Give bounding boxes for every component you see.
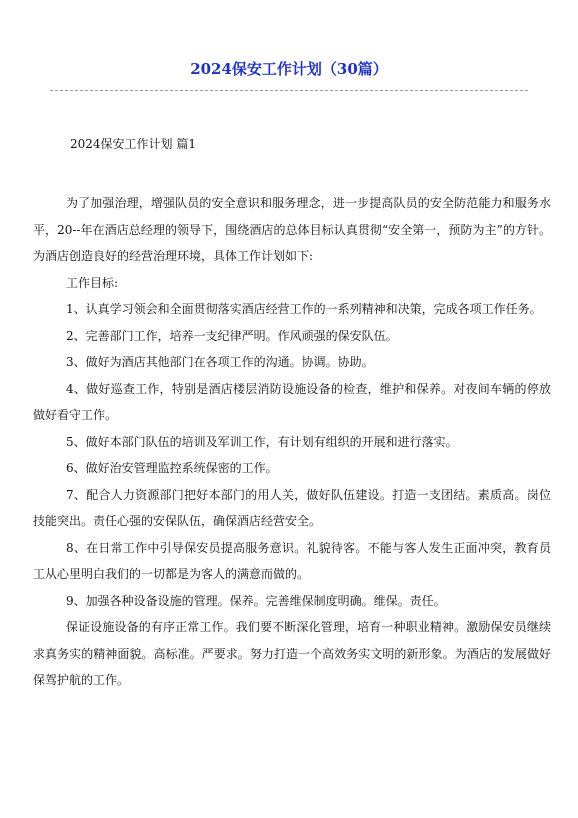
paragraph-item-7: 7、配合人力资源部门把好本部门的用人关，做好队伍建设。打造一支团结。素质高。岗位技能突出。责任心强的安保队伍，确保酒店经营安全。 (33, 487, 551, 528)
paragraph-item-1: 1、认真学习领会和全面贯彻落实酒店经营工作的一系列精神和决策，完成各项工作任务。 (66, 302, 542, 316)
document-body (33, 190, 551, 694)
section-heading: 2024保安工作计划 篇1 (70, 137, 196, 151)
paragraph-item-3: 3、做好为酒店其他部门在各项工作的沟通。协调。协助。 (66, 355, 374, 369)
title-divider (50, 90, 528, 91)
paragraph-item-5: 5、做好本部门队伍的培训及军训工作，有计划有组织的开展和进行落实。 (66, 434, 458, 449)
paragraph-item-9: 9、加强各种设备设施的管理。保养。完善维保制度明确。维保。责任。 (66, 593, 446, 608)
paragraph-closing: 保证设施设备的有序正常工作。我们要不断深化管理，培育一种职业精神。激励保安员继续求真务实的精神面貌。高标准。严要求。努力打造一个高效务实文明的新形象。为酒店的发展做好保驾护航的工作。 (33, 620, 551, 687)
paragraph-goals-heading: 工作目标: (66, 275, 119, 290)
paragraph-item-8: 8、在日常工作中引导保安员提高服务意识。礼貌待客。不能与客人发生正面冲突，教育员工从心里明白我们的一切都是为客人的满意而做的。 (33, 540, 551, 581)
paragraph-item-2: 2、完善部门工作，培养一支纪律严明。作风顽强的保安队伍。 (66, 328, 398, 343)
document-title: 2024保安工作计划（30篇） (190, 60, 388, 78)
paragraph-intro: 为了加强治理，增强队员的安全意识和服务理念，进一步提高队员的安全防范能力和服务水平，20--年在酒店总经理的领导下，围绕酒店的总体目标认真贯彻“安全第一，预防为主”的方针。为酒店创造良好的经营治理环境，具体工作计划如下: (33, 196, 551, 263)
paragraph-item-6: 6、做好治安管理监控系统保密的工作。 (66, 461, 278, 475)
paragraph-item-4: 4、做好巡查工作，特别是酒店楼层消防设施设备的检查，维护和保养。对夜间车辆的停放做好看守工作。 (33, 381, 551, 422)
